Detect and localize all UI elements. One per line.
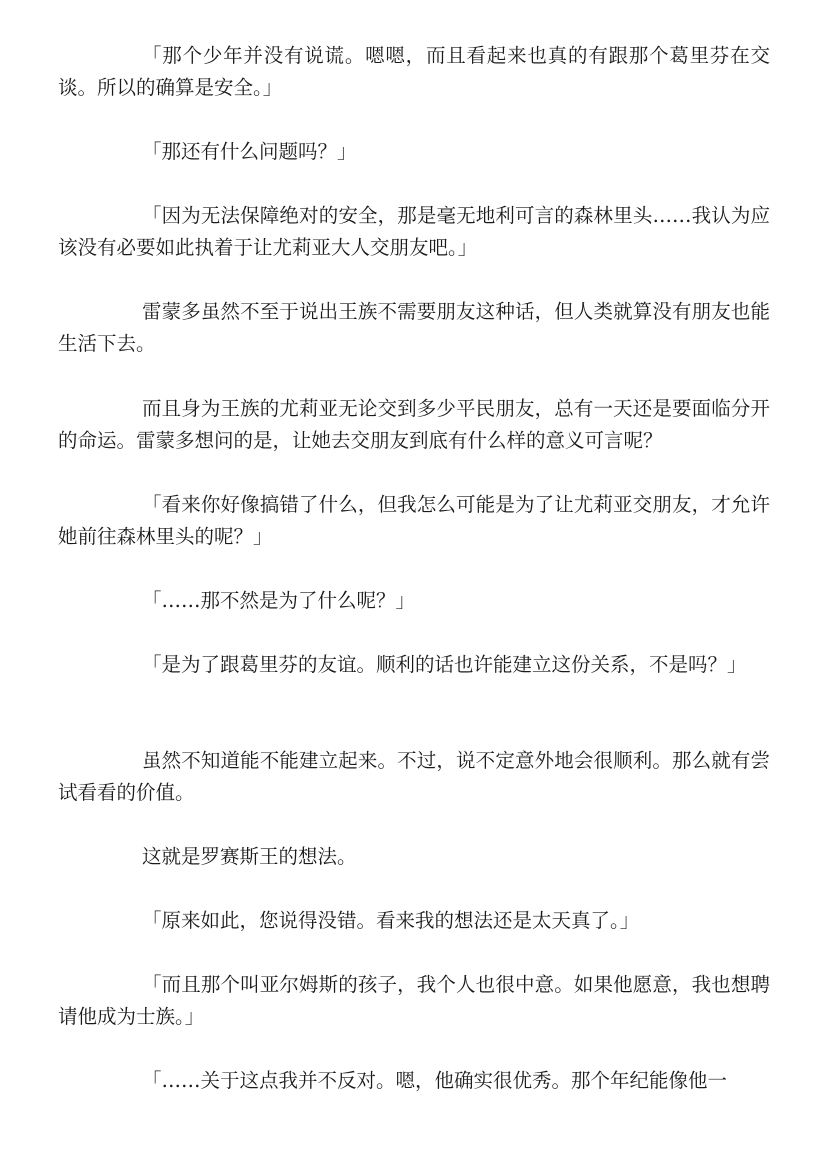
paragraph-1: 「那个少年并没有说谎。嗯嗯，而且看起来也真的有跟那个葛里芬在交谈。所以的确算是安全。」 xyxy=(58,44,770,99)
paragraph-4: 雷蒙多虽然不至于说出王族不需要朋友这种话，但人类就算没有朋友也能生活下去。 xyxy=(58,300,770,355)
paragraph-9: 虽然不知道能不能建立起来。不过，说不定意外地会很顺利。那么就有尝试看看的价值。 xyxy=(58,749,770,804)
paragraph-13: 「……关于这点我并不反对。嗯，他确实很优秀。那个年纪能像他一 xyxy=(142,1069,728,1092)
paragraph-6: 「看来你好像搞错了什么，但我怎么可能是为了让尤莉亚交朋友，才允许她前往森林里头的呢？」 xyxy=(58,493,770,548)
paragraph-3: 「因为无法保障绝对的安全，那是毫无地利可言的森林里头……我认为应该没有必要如此执着于让尤莉亚大人交朋友吧。」 xyxy=(58,204,770,259)
paragraph-2: 「那还有什么问题吗？」 xyxy=(142,140,357,163)
paragraph-12: 「而且那个叫亚尔姆斯的孩子，我个人也很中意。如果他愿意，我也想聘请他成为士族。」 xyxy=(58,973,770,1028)
paragraph-7: 「……那不然是为了什么呢？」 xyxy=(142,589,416,612)
paragraph-8: 「是为了跟葛里芬的友谊。顺利的话也许能建立这份关系，不是吗？」 xyxy=(142,653,747,676)
paragraph-5: 而且身为王族的尤莉亚无论交到多少平民朋友，总有一天还是要面临分开的命运。雷蒙多想问的是，让她去交朋友到底有什么样的意义可言呢？ xyxy=(58,397,770,452)
paragraph-11: 「原来如此，您说得没错。看来我的想法还是太天真了。」 xyxy=(142,909,640,932)
paragraph-10: 这就是罗赛斯王的想法。 xyxy=(142,845,357,868)
